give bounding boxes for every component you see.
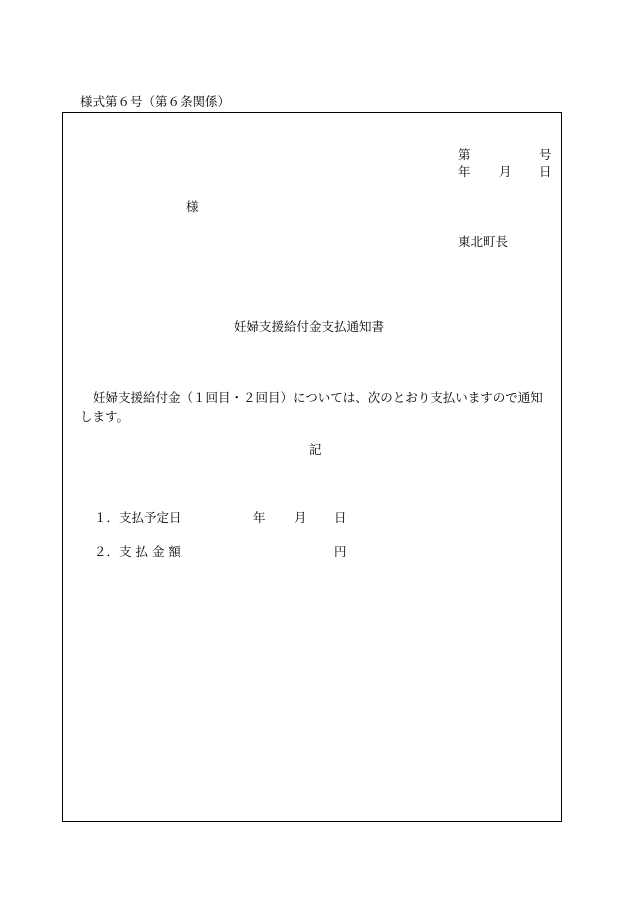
date-day-label: 日 <box>539 164 552 179</box>
payment-amount-label: ２．支 払 金 額 <box>94 544 181 559</box>
document-frame <box>62 112 562 822</box>
payment-year-label: 年 <box>253 510 266 525</box>
date-month-label: 月 <box>499 164 512 179</box>
issuer-name: 東北町長 <box>458 234 509 249</box>
payment-date-label: １．支払予定日 <box>94 510 182 525</box>
recipient-honorific: 様 <box>186 199 199 214</box>
ki-heading: 記 <box>309 442 322 457</box>
payment-amount-unit: 円 <box>334 544 347 559</box>
document-number-suffix: 号 <box>539 147 552 162</box>
body-paragraph: 妊婦支援給付金（１回目・２回目）については、次のとおり支払いますので通知します。 <box>80 390 543 424</box>
document-title: 妊婦支援給付金支払通知書 <box>234 319 385 334</box>
payment-month-label: 月 <box>294 510 307 525</box>
document-number-prefix: 第 <box>458 147 471 162</box>
payment-day-label: 日 <box>334 510 347 525</box>
form-number-label: 様式第６号（第６条関係） <box>80 94 231 109</box>
date-year-label: 年 <box>458 164 471 179</box>
